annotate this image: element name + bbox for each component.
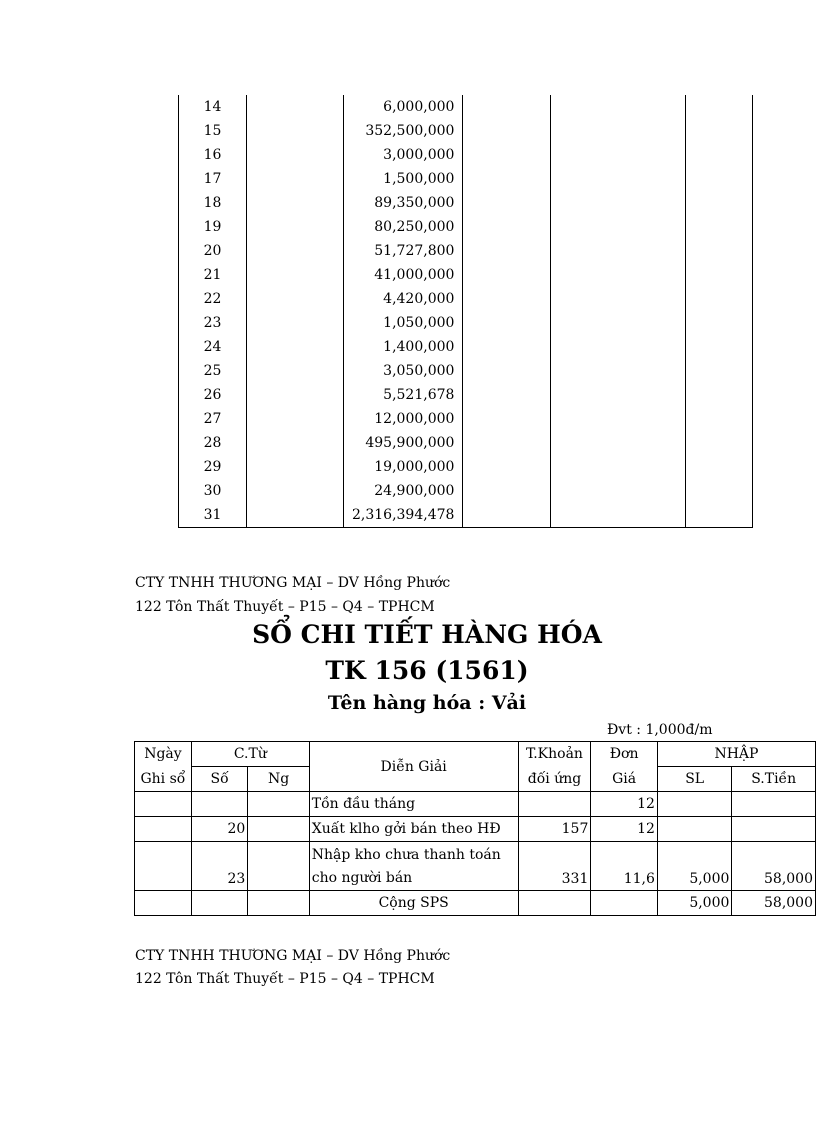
empty-cell (463, 383, 551, 407)
price-cell (591, 891, 658, 916)
account-title: TK 156 (1561) (325, 656, 529, 685)
total-qty: 5,000 (657, 891, 732, 916)
account-cell: 331 (518, 842, 591, 891)
page-title: SỔ CHI TIẾT HÀNG HÓA (252, 620, 602, 649)
day-cell: 27 (179, 407, 247, 431)
table-row (179, 119, 753, 143)
unit-label: Đvt : 1,000đ/m (607, 722, 713, 738)
voucher-no-cell: 23 (191, 842, 247, 891)
amount-cell: 1,050,000 (344, 311, 463, 335)
empty-cell (686, 383, 753, 407)
empty-cell (551, 119, 686, 143)
empty-cell (247, 407, 344, 431)
table-row (179, 191, 753, 215)
day-cell: 24 (179, 335, 247, 359)
amount-header: S.Tiền (732, 767, 816, 792)
qty-cell (657, 817, 732, 842)
empty-cell (686, 479, 753, 503)
price-cell: 12 (591, 817, 658, 842)
table-row (179, 335, 753, 359)
empty-cell (463, 431, 551, 455)
company-address: 122 Tôn Thất Thuyết – P15 – Q4 – TPHCM (135, 971, 435, 987)
table-row (179, 143, 753, 167)
empty-cell (551, 455, 686, 479)
voucher-date-cell (248, 891, 309, 916)
empty-cell (686, 335, 753, 359)
empty-cell (686, 239, 753, 263)
empty-cell (463, 119, 551, 143)
date-header: Ngày (135, 742, 192, 767)
day-cell: 15 (179, 119, 247, 143)
amount-cell: 1,400,000 (344, 335, 463, 359)
empty-cell (247, 95, 344, 119)
empty-cell (463, 407, 551, 431)
amount-cell: 2,316,394,478 (344, 503, 463, 528)
empty-cell (463, 215, 551, 239)
voucher-no-cell (191, 792, 247, 817)
day-cell: 18 (179, 191, 247, 215)
empty-cell (463, 359, 551, 383)
goods-ledger-table (134, 741, 816, 916)
empty-cell (463, 239, 551, 263)
import-header: NHẬP (657, 742, 815, 767)
voucher-date-header: Ng (248, 767, 309, 792)
table-row (179, 239, 753, 263)
date-cell (135, 792, 192, 817)
day-cell: 30 (179, 479, 247, 503)
total-amount: 58,000 (732, 891, 816, 916)
empty-cell (551, 143, 686, 167)
amount-cell: 12,000,000 (344, 407, 463, 431)
table-row (179, 287, 753, 311)
goods-title: Tên hàng hóa : Vải (327, 692, 527, 714)
table-row (179, 383, 753, 407)
empty-cell (463, 143, 551, 167)
empty-cell (686, 455, 753, 479)
empty-cell (463, 287, 551, 311)
empty-cell (551, 287, 686, 311)
table-row (179, 455, 753, 479)
empty-cell (551, 167, 686, 191)
date-cell (135, 842, 192, 891)
table-row (179, 503, 753, 528)
empty-cell (551, 407, 686, 431)
account-cell: 157 (518, 817, 591, 842)
empty-cell (247, 431, 344, 455)
description-cell: Tồn đầu tháng (309, 792, 518, 817)
empty-cell (686, 119, 753, 143)
empty-cell (247, 479, 344, 503)
empty-cell (463, 455, 551, 479)
empty-cell (463, 191, 551, 215)
table-row (179, 311, 753, 335)
total-row (135, 891, 816, 916)
empty-cell (463, 167, 551, 191)
price-header: Đơn (591, 742, 658, 767)
amount-cell: 352,500,000 (344, 119, 463, 143)
empty-cell (247, 143, 344, 167)
empty-cell (247, 191, 344, 215)
empty-cell (551, 383, 686, 407)
empty-cell (686, 311, 753, 335)
empty-cell (686, 431, 753, 455)
table-row (179, 215, 753, 239)
amount-cell: 6,000,000 (344, 95, 463, 119)
table-row (135, 842, 816, 891)
table-row (135, 792, 816, 817)
date-header-line2: Ghi sổ (135, 767, 192, 792)
amount-cell: 5,521,678 (344, 383, 463, 407)
empty-cell (463, 311, 551, 335)
voucher-no-cell (191, 891, 247, 916)
day-cell: 23 (179, 311, 247, 335)
price-cell: 12 (591, 792, 658, 817)
amount-cell: 41,000,000 (344, 263, 463, 287)
empty-cell (247, 215, 344, 239)
description-cell: Xuất klho gởi bán theo HĐ (309, 817, 518, 842)
empty-cell (551, 215, 686, 239)
company-name: CTY TNHH THƯƠNG MẠI – DV Hồng Phước (135, 575, 451, 591)
day-cell: 16 (179, 143, 247, 167)
day-cell: 28 (179, 431, 247, 455)
empty-cell (247, 455, 344, 479)
day-cell: 17 (179, 167, 247, 191)
empty-cell (551, 263, 686, 287)
company-name: CTY TNHH THƯƠNG MẠI – DV Hồng Phước (135, 948, 451, 964)
total-label: Cộng SPS (309, 891, 518, 916)
empty-cell (247, 383, 344, 407)
empty-cell (551, 503, 686, 528)
empty-cell (686, 287, 753, 311)
empty-cell (551, 479, 686, 503)
empty-cell (551, 191, 686, 215)
empty-cell (686, 215, 753, 239)
empty-cell (247, 311, 344, 335)
empty-cell (247, 263, 344, 287)
table-row (179, 479, 753, 503)
empty-cell (247, 287, 344, 311)
table-row (179, 359, 753, 383)
voucher-date-cell (248, 842, 309, 891)
table-row (179, 263, 753, 287)
company-address: 122 Tôn Thất Thuyết – P15 – Q4 – TPHCM (135, 599, 435, 615)
table-row (179, 431, 753, 455)
empty-cell (551, 431, 686, 455)
amount-cell: 3,050,000 (344, 359, 463, 383)
empty-cell (463, 335, 551, 359)
amount-cell: 495,900,000 (344, 431, 463, 455)
voucher-header: C.Từ (191, 742, 309, 767)
day-cell: 25 (179, 359, 247, 383)
amount-cell: 24,900,000 (344, 479, 463, 503)
empty-cell (247, 167, 344, 191)
voucher-no-cell: 20 (191, 817, 247, 842)
amount-cell (732, 792, 816, 817)
day-cell: 26 (179, 383, 247, 407)
empty-cell (686, 191, 753, 215)
qty-cell (657, 792, 732, 817)
account-header-line2: đối ứng (518, 767, 591, 792)
day-cell: 21 (179, 263, 247, 287)
amount-cell: 51,727,800 (344, 239, 463, 263)
empty-cell (551, 239, 686, 263)
empty-cell (463, 95, 551, 119)
empty-cell (686, 263, 753, 287)
empty-cell (686, 95, 753, 119)
empty-cell (247, 359, 344, 383)
daily-totals-table (178, 95, 753, 528)
qty-cell: 5,000 (657, 842, 732, 891)
day-cell: 22 (179, 287, 247, 311)
empty-cell (463, 263, 551, 287)
empty-cell (463, 479, 551, 503)
empty-cell (247, 503, 344, 528)
amount-cell (732, 817, 816, 842)
qty-header: SL (657, 767, 732, 792)
amount-cell: 89,350,000 (344, 191, 463, 215)
day-cell: 29 (179, 455, 247, 479)
empty-cell (551, 95, 686, 119)
empty-cell (686, 167, 753, 191)
price-cell: 11,6 (591, 842, 658, 891)
voucher-date-cell (248, 792, 309, 817)
date-cell (135, 891, 192, 916)
amount-cell: 80,250,000 (344, 215, 463, 239)
empty-cell (551, 359, 686, 383)
day-cell: 19 (179, 215, 247, 239)
account-cell (518, 891, 591, 916)
description-header: Diễn Giải (309, 742, 518, 792)
date-cell (135, 817, 192, 842)
empty-cell (551, 311, 686, 335)
amount-cell: 19,000,000 (344, 455, 463, 479)
empty-cell (551, 335, 686, 359)
empty-cell (686, 359, 753, 383)
day-cell: 20 (179, 239, 247, 263)
table-row (179, 167, 753, 191)
amount-cell: 58,000 (732, 842, 816, 891)
account-header: T.Khoản (518, 742, 591, 767)
amount-cell: 1,500,000 (344, 167, 463, 191)
empty-cell (686, 503, 753, 528)
voucher-no-header: Số (191, 767, 247, 792)
voucher-date-cell (248, 817, 309, 842)
table-row (179, 95, 753, 119)
price-header-line2: Giá (591, 767, 658, 792)
table-row (135, 817, 816, 842)
description-cell: Nhập kho chưa thanh toán cho người bán (309, 842, 518, 891)
empty-cell (247, 335, 344, 359)
account-cell (518, 792, 591, 817)
amount-cell: 4,420,000 (344, 287, 463, 311)
empty-cell (686, 143, 753, 167)
empty-cell (463, 503, 551, 528)
day-cell: 31 (179, 503, 247, 528)
amount-cell: 3,000,000 (344, 143, 463, 167)
day-cell: 14 (179, 95, 247, 119)
empty-cell (247, 239, 344, 263)
table-row (179, 407, 753, 431)
empty-cell (247, 119, 344, 143)
empty-cell (686, 407, 753, 431)
